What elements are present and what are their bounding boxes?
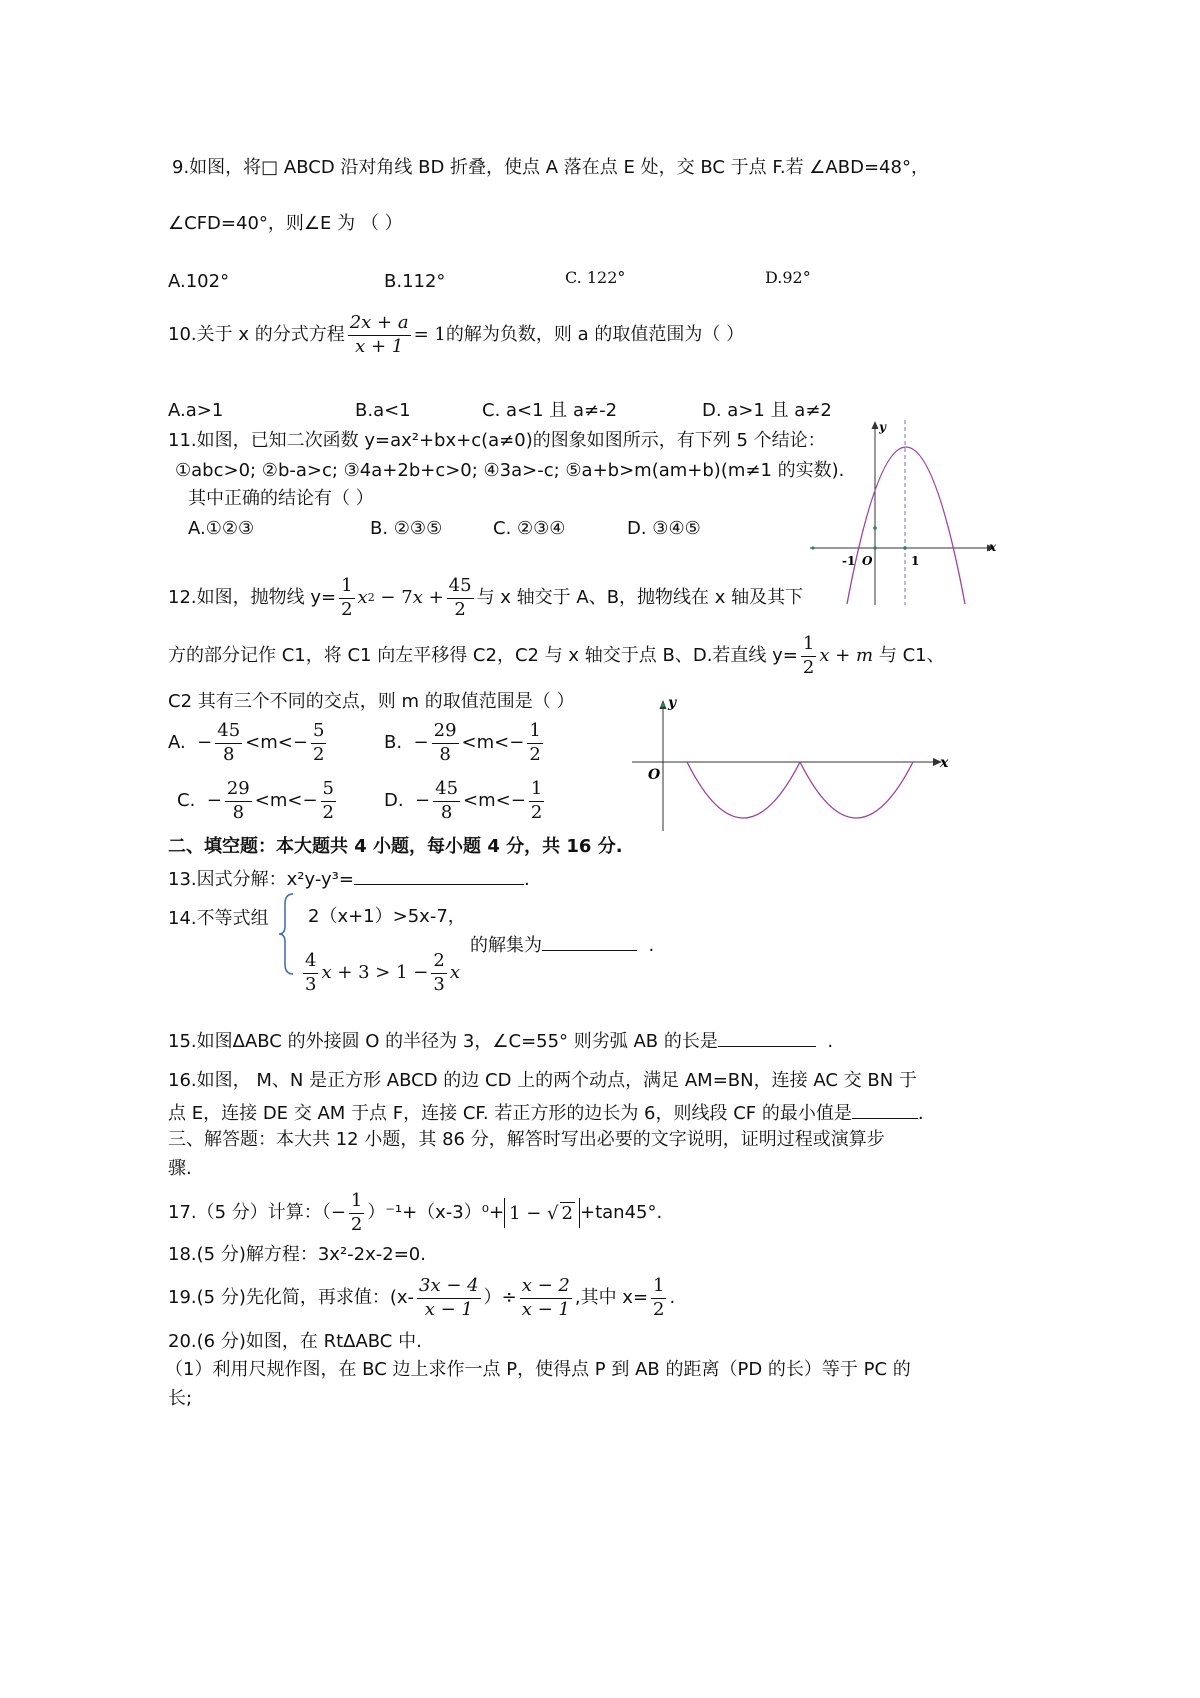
q17-absolute-value: 1 − √ 2: [504, 1198, 580, 1229]
q14-suffix: 的解集为 .: [470, 932, 654, 957]
q10-fraction: [348, 312, 411, 358]
q11-option-d: D. ③④⑤: [627, 518, 701, 539]
q13-answer-blank: [354, 866, 524, 885]
q12-curve-c1: [800, 762, 913, 818]
q15: 15.如图ΔABC 的外接圆 O 的半径为 3，∠C=55° 则劣弧 AB 的长是 .: [168, 1028, 833, 1053]
q12-curve-c2: [687, 762, 800, 818]
q12-origin-label: O: [648, 767, 661, 783]
q10-stem: [168, 312, 744, 358]
q20-line1: 20.(6 分)如图，在 RtΔABC 中.: [168, 1331, 422, 1352]
q9-option-d: D.92°: [765, 268, 811, 287]
q10-option-d: D. a>1 且 a≠2: [702, 400, 832, 421]
q12-parabola-eq: $\frac{1}{2}$ x 2 − 7 x + $\frac{45}{2}$: [341, 575, 472, 620]
q11-point-tick-1: [903, 546, 907, 550]
q12-y-axis-top-point: [661, 703, 665, 707]
q12-line2-before: 方的部分记作 C1，将 C1 向左平移得 C2，C2 与 x 轴交于点 B、D.若直线 y=: [168, 645, 798, 667]
q10-fraction-den: x + 1: [355, 335, 404, 357]
q11-y-axis-arrow: [872, 421, 879, 429]
q11-line3: 其中正确的结论有（ ）: [188, 488, 374, 509]
q11-point-left: [811, 546, 814, 549]
q20-line3: 长;: [168, 1388, 193, 1409]
q12-line1-before: 12.如图，抛物线 y=: [168, 587, 337, 609]
q10-fraction-num: 2x + a: [348, 312, 411, 336]
q16-line1: 16.如图， M、N 是正方形 ABCD 的边 CD 上的两个动点，满足 AM=BN，连接 AC 交 BN 于: [168, 1070, 917, 1091]
q11-tick-neg1: -1: [842, 554, 856, 568]
q11-option-b: B. ②③⑤: [370, 518, 443, 539]
q10-stem-after: 的解为负数，则 a 的取值范围为（ ）: [445, 324, 745, 346]
q11-option-a: A.①②③: [188, 518, 255, 539]
q14-brace: [278, 892, 296, 976]
q11-line1: 11.如图，已知二次函数 y=ax²+bx+c(a≠0)的图象如图所示，有下列 5 个结论：: [168, 430, 826, 451]
q9-option-c: C. 122°: [565, 268, 626, 287]
q11-y-axis-label: y: [879, 420, 886, 434]
q14-inequality1: 2（x+1）>5x-7，: [308, 906, 466, 927]
q12-x-axis-label: x: [940, 755, 949, 771]
q14-answer-blank: [542, 932, 637, 951]
q11-option-c: C. ②③④: [493, 518, 566, 539]
q9-option-b: B.112°: [384, 271, 446, 292]
q12-line2: [168, 633, 945, 679]
q12-y-axis-label: y: [668, 695, 677, 711]
q10-option-a: A.a>1: [168, 400, 224, 421]
q14-suffix-text: 的解集为: [470, 935, 542, 956]
q12-line1-after: 与 x 轴交于 A、B，抛物线在 x 轴及其下: [476, 587, 804, 609]
q12-line3: C2 其有三个不同的交点，则 m 的取值范围是（ ）: [168, 691, 575, 712]
q15-text: 15.如图ΔABC 的外接圆 O 的半径为 3，∠C=55° 则劣弧 AB 的长是: [168, 1031, 718, 1052]
q9-line2: ∠CFD=40°，则∠E 为 （ ）: [168, 213, 403, 234]
q11-line2: ①abc>0; ②b-a>c; ③4a+2b+c>0; ④3a>-c; ⑤a+b>m(am+b)(m≠1 的实数).: [175, 460, 845, 481]
q11-parabola-graph: [805, 415, 1010, 610]
q11-tick-1: 1: [911, 554, 920, 568]
q11-x-axis-label: x: [989, 540, 997, 554]
q18: 18.(5 分)解方程：3x²-2x-2=0.: [168, 1244, 426, 1265]
q12-option-b: B. − $\frac{29}{8}$ <m< − $\frac{1}{2}$: [384, 720, 541, 765]
q13-text: 13.因式分解：x²y-y³=: [168, 869, 354, 890]
q12-graph: [630, 693, 960, 833]
q11-point-y-intercept: [873, 526, 877, 530]
section3-line2: 骤.: [168, 1158, 192, 1179]
q10-option-c: C. a<1 且 a≠-2: [482, 400, 618, 421]
q11-point-origin: [873, 546, 877, 550]
q10-eq-rhs: = 1: [413, 324, 446, 346]
section2-heading: 二、填空题：本大题共 4 小题，每小题 4 分，共 16 分.: [168, 836, 623, 857]
q10-option-b: B.a<1: [355, 400, 411, 421]
q17: 17.（5 分）计算：（ − $\frac{1}{2}$ ）⁻¹+（x-3）⁰+ 1 − √ 2 +tan45°.: [168, 1190, 663, 1235]
q19: 19.(5 分)先化简，再求值：(x- $\frac{3x - 4}{x - 1}$ ）÷ $\frac{x - 2}{x - 1}$ ,其中 x= $\frac{1}{2}$ .: [168, 1275, 676, 1320]
q12-option-d: D. − $\frac{45}{8}$ <m< − $\frac{1}{2}$: [384, 778, 543, 823]
q14-inequality2: $\frac{4}{3}$ x + 3 > 1 − $\frac{2}{3}$ x: [305, 950, 460, 995]
q13: 13.因式分解：x²y-y³= .: [168, 866, 530, 891]
q20-line2: （1）利用尺规作图，在 BC 边上求作一点 P，使得点 P 到 AB 的距离（PD 的长）等于 PC 的: [165, 1359, 911, 1380]
q11-parabola-curve: [847, 447, 965, 604]
q9-option-a: A.102°: [168, 271, 230, 292]
q16-answer-blank: [852, 1100, 918, 1119]
section3-line1: 三、解答题：本大共 12 小题，其 86 分，解答时写出必要的文字说明，证明过程或演算步: [168, 1129, 885, 1150]
q10-stem-before: 10.关于 x 的分式方程: [168, 324, 345, 346]
q9-line1: 9.如图，将□ ABCD 沿对角线 BD 折叠，使点 A 落在点 E 处，交 BC 于点 F.若 ∠ABD=48°，: [172, 157, 929, 178]
q11-origin-label: O: [862, 554, 873, 568]
q12-option-c: C. − $\frac{29}{8}$ <m< − $\frac{5}{2}$: [177, 778, 334, 823]
q16-line2: 点 E，连接 DE 交 AM 于点 F，连接 CF. 若正方形的边长为 6，则线段 CF 的最小值是 .: [168, 1100, 924, 1125]
q12-line2-after: 与 C1、: [878, 645, 945, 667]
q15-answer-blank: [718, 1028, 816, 1047]
q14-label: 14.不等式组: [168, 908, 269, 929]
q12-line1: [168, 575, 803, 621]
q12-option-a: A. − $\frac{45}{8}$ <m< − $\frac{5}{2}$: [168, 720, 325, 765]
q12-line-eq: $\frac{1}{2}$ x + m: [802, 633, 874, 678]
